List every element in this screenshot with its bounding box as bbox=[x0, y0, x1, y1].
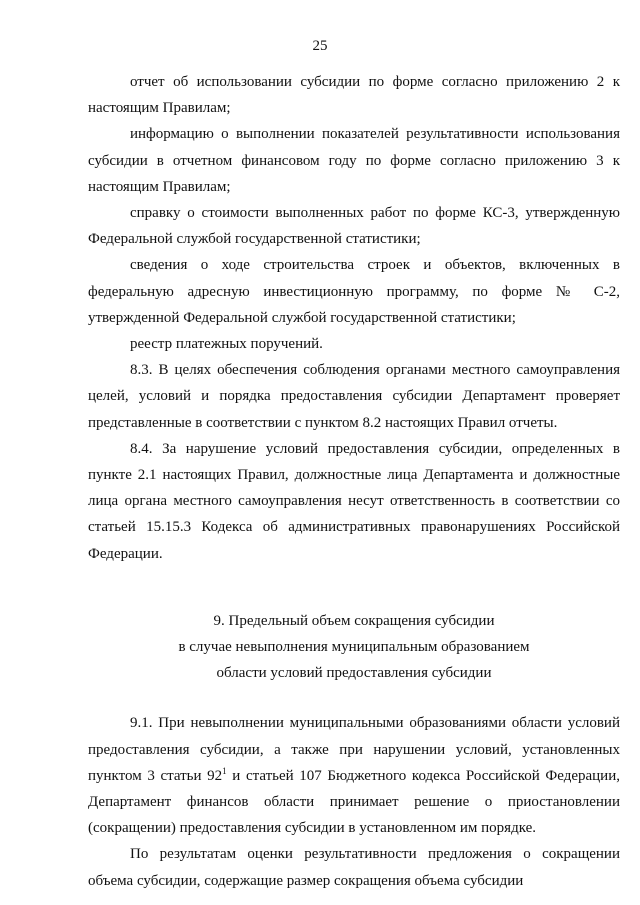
paragraph-report-usage: отчет об использовании субсидии по форме согласно приложению 2 к настоящим Правилам; bbox=[88, 74, 620, 117]
superscript-1: 1 bbox=[222, 765, 227, 776]
paragraph-9-1-part-1: 9.1. При невыполнении муниципальными образованиями области условий предоставления субсидии, а также при нарушении условий, установленных пунктом 3 статьи 92 bbox=[88, 715, 620, 784]
section-heading-line-1: 9. Предельный объем сокращения субсидии bbox=[213, 612, 495, 629]
paragraph-construction-info: сведения о ходе строительства строек и объектов, включенных в федеральную адресную инвестиционную программу, по форме № С-2, утвержденной Федеральной службой государственной статистики; bbox=[88, 257, 620, 326]
paragraph-8-4: 8.4. За нарушение условий предоставления субсидии, определенных в пункте 2.1 настоящих Правил, должностные лица Департамента и должностные лица органа местного самоуправления несут ответственность в соответствии со статьей 15.15.3 Кодекса об административных правонарушениях Российской Федерации. bbox=[88, 440, 620, 562]
section-heading-line-2: в случае невыполнения муниципальным образованием bbox=[178, 639, 530, 656]
paragraph-ks3-certificate: справку о стоимости выполненных работ по форме КС-3, утвержденную Федеральной службой государственной статистики; bbox=[88, 205, 620, 248]
document-body bbox=[88, 69, 620, 894]
section-heading bbox=[88, 608, 620, 687]
paragraph-9-1 bbox=[88, 710, 620, 841]
paragraph-results: По результатам оценки результативности предложения о сокращении объема субсидии, содержащие размер сокращения объема субсидии bbox=[88, 846, 620, 889]
page-number: 25 bbox=[312, 38, 328, 54]
paragraph-8-3: 8.3. В целях обеспечения соблюдения органами местного самоуправления целей, условий и порядка предоставления субсидии Департамент проверяет представленные в соответствии с пунктом 8.2 настоящих Правил отчеты. bbox=[88, 362, 620, 431]
paragraph-performance-info: информацию о выполнении показателей результативности использования субсидии в отчетном финансовом году по форме согласно приложению 3 к настоящим Правилам; bbox=[88, 126, 620, 195]
section-heading-line-3: области условий предоставления субсидии bbox=[216, 665, 492, 682]
paragraph-payment-register: реестр платежных поручений. bbox=[130, 336, 323, 353]
paragraph-9-1-part-2: и статьей 107 Бюджетного кодекса Российской Федерации, Департамент финансов области принимает решение о приостановлении (сокращении) предоставления субсидии в установленном им порядке. bbox=[88, 767, 620, 837]
